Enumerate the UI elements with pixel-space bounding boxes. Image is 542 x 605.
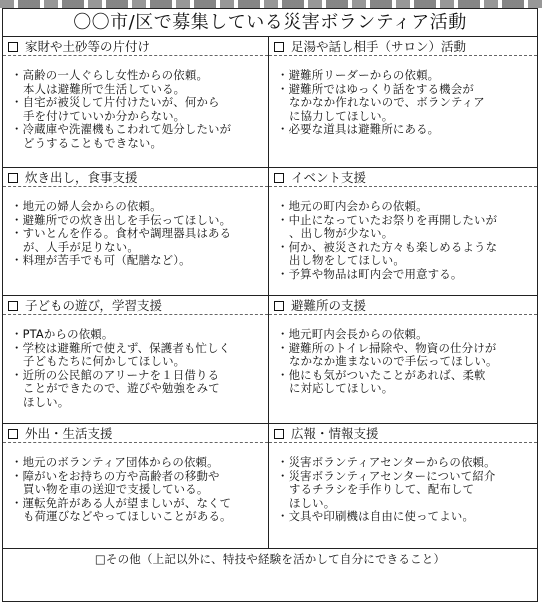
checkbox-icon[interactable] <box>8 429 18 439</box>
activity-cell <box>269 424 537 549</box>
volunteer-activity-sheet <box>2 8 538 602</box>
activity-heading <box>3 424 268 443</box>
activity-description <box>3 187 268 268</box>
activity-heading-label: イベント支援 <box>291 170 367 185</box>
activity-description <box>269 315 537 396</box>
activity-heading <box>269 168 537 187</box>
description-line: に協力してほしい。 <box>289 108 394 123</box>
description-line: ・冷蔵庫や洗濯機もこわれて処分したいが <box>11 122 232 137</box>
activity-cell <box>269 168 537 296</box>
description-line: ・必要な道具は避難所にある。 <box>277 122 440 137</box>
activity-cell <box>3 296 269 424</box>
description-line: ・高齢の一人ぐらし女性からの依頼。 <box>11 68 209 82</box>
activity-heading <box>3 168 268 187</box>
activity-heading-label: 避難所の支援 <box>291 298 367 313</box>
description-line: ・避難所での炊き出しを手伝ってほしい。 <box>11 212 232 227</box>
description-line: ・運転免許がある人が望ましいが、なくて <box>11 495 232 510</box>
activity-heading <box>269 296 537 315</box>
description-line: 出し物をしてほしい。 <box>289 253 405 268</box>
activity-heading-label: 足湯や話し相手（サロン）活動 <box>291 39 467 54</box>
description-line: 買い物を車の送迎で支援している。 <box>23 482 209 497</box>
description-line: ことができたので、遊びや勉強をみて <box>23 381 220 396</box>
description-line: ・PTAからの依頼。 <box>11 327 114 341</box>
checkbox-icon[interactable] <box>8 42 18 52</box>
description-line: ・避難所のトイレ掃除や、物資の仕分けが <box>277 340 497 355</box>
description-line: 子どもたちに何かしてほしい。 <box>23 354 186 369</box>
checkbox-icon[interactable] <box>8 173 18 183</box>
activity-cell <box>3 37 269 168</box>
description-line: ・地元町内会長からの依頼。 <box>277 327 428 341</box>
description-line: するチラシを手作りして、配布して <box>289 482 475 497</box>
activity-cell <box>3 168 269 296</box>
description-line: ・避難所リーダーからの依頼。 <box>277 68 440 82</box>
description-line: 、出し物が少ない。 <box>289 226 394 241</box>
checkbox-icon[interactable] <box>274 42 284 52</box>
checkbox-icon[interactable] <box>274 429 284 439</box>
description-line: ・予算や物品は町内会で用意する。 <box>277 266 463 281</box>
other-activity-line: □その他（上記以外に、特技や経験を活かして自分にできること） <box>94 552 446 566</box>
description-line: が、人手が足りない。 <box>23 239 139 254</box>
activity-heading-label: 炊き出し，食事支援 <box>25 170 138 185</box>
activity-heading <box>269 424 537 443</box>
page-title: 〇〇市/区で募集している災害ボランティア活動 <box>3 9 537 37</box>
description-line: ・地元のボランティア団体からの依頼。 <box>11 455 219 469</box>
activity-heading-label: 外出・生活支援 <box>25 426 113 441</box>
description-line: ・文具や印刷機は自由に使ってよい。 <box>277 509 475 524</box>
description-line: ほしい。 <box>289 495 336 510</box>
description-line: ・地元の町内会からの依頼。 <box>277 199 428 213</box>
description-line: ・中止になっていたお祭りを再開したいが <box>277 212 498 227</box>
description-line: なかなか進まないので手伝ってほしい。 <box>289 354 498 369</box>
checkbox-icon[interactable] <box>8 301 18 311</box>
activity-heading <box>3 37 268 56</box>
activity-heading-label: 家財や土砂等の片付け <box>25 39 151 54</box>
activity-description <box>3 315 268 410</box>
description-line: ・料理が苦手でも可（配膳など）。 <box>11 253 191 268</box>
description-line: ・災害ボランティアセンターについて紹介 <box>277 468 496 483</box>
checkbox-icon[interactable] <box>274 301 284 311</box>
description-line: ・災害ボランティアセンターからの依頼。 <box>277 455 496 469</box>
activity-grid <box>3 37 537 549</box>
cropped-header-strip <box>0 0 542 8</box>
description-line: ・自宅が被災して片付けたいが、何から <box>11 95 220 110</box>
description-line: ・他にも気がついたことがあれば、柔軟 <box>277 367 486 382</box>
activity-description <box>269 187 537 282</box>
activity-description <box>269 56 537 137</box>
description-line: ほしい。 <box>23 394 70 409</box>
activity-description <box>269 443 537 524</box>
activity-heading <box>3 296 268 315</box>
description-line: ・何か、被災された方々も楽しめるような <box>277 239 498 254</box>
activity-heading-label: 子どもの遊び，学習支援 <box>25 298 163 313</box>
description-line: も荷運びなどやってほしいことがある。 <box>23 509 232 524</box>
description-line: ・学校は避難所で使えず、保護者も忙しく <box>11 340 231 355</box>
description-line: に対応してほしい。 <box>289 381 394 396</box>
activity-heading <box>269 37 537 56</box>
description-line: 本人は避難所で生活している。 <box>23 81 186 96</box>
activity-description <box>3 443 268 524</box>
checkbox-icon[interactable] <box>274 173 284 183</box>
description-line: ・障がいをお持ちの方や高齢者の移動や <box>11 468 220 483</box>
description-line: ・すいとんを作る。食材や調理器具はある <box>11 226 232 241</box>
activity-cell <box>269 296 537 424</box>
description-line: ・地元の婦人会からの依頼。 <box>11 199 162 213</box>
activity-cell <box>269 37 537 168</box>
description-line: ・近所の公民館のアリーナを１日借りる <box>11 367 220 382</box>
description-line: なかなか作れないので、ボランティア <box>289 95 485 110</box>
description-line: ・避難所ではゆっくり話をする機会が <box>277 81 474 96</box>
description-line: どうすることもできない。 <box>23 135 163 150</box>
activity-cell <box>3 424 269 549</box>
activity-heading-label: 広報・情報支援 <box>291 426 379 441</box>
description-line: 手を付けていいか分からない。 <box>23 108 186 123</box>
activity-description <box>3 56 268 151</box>
